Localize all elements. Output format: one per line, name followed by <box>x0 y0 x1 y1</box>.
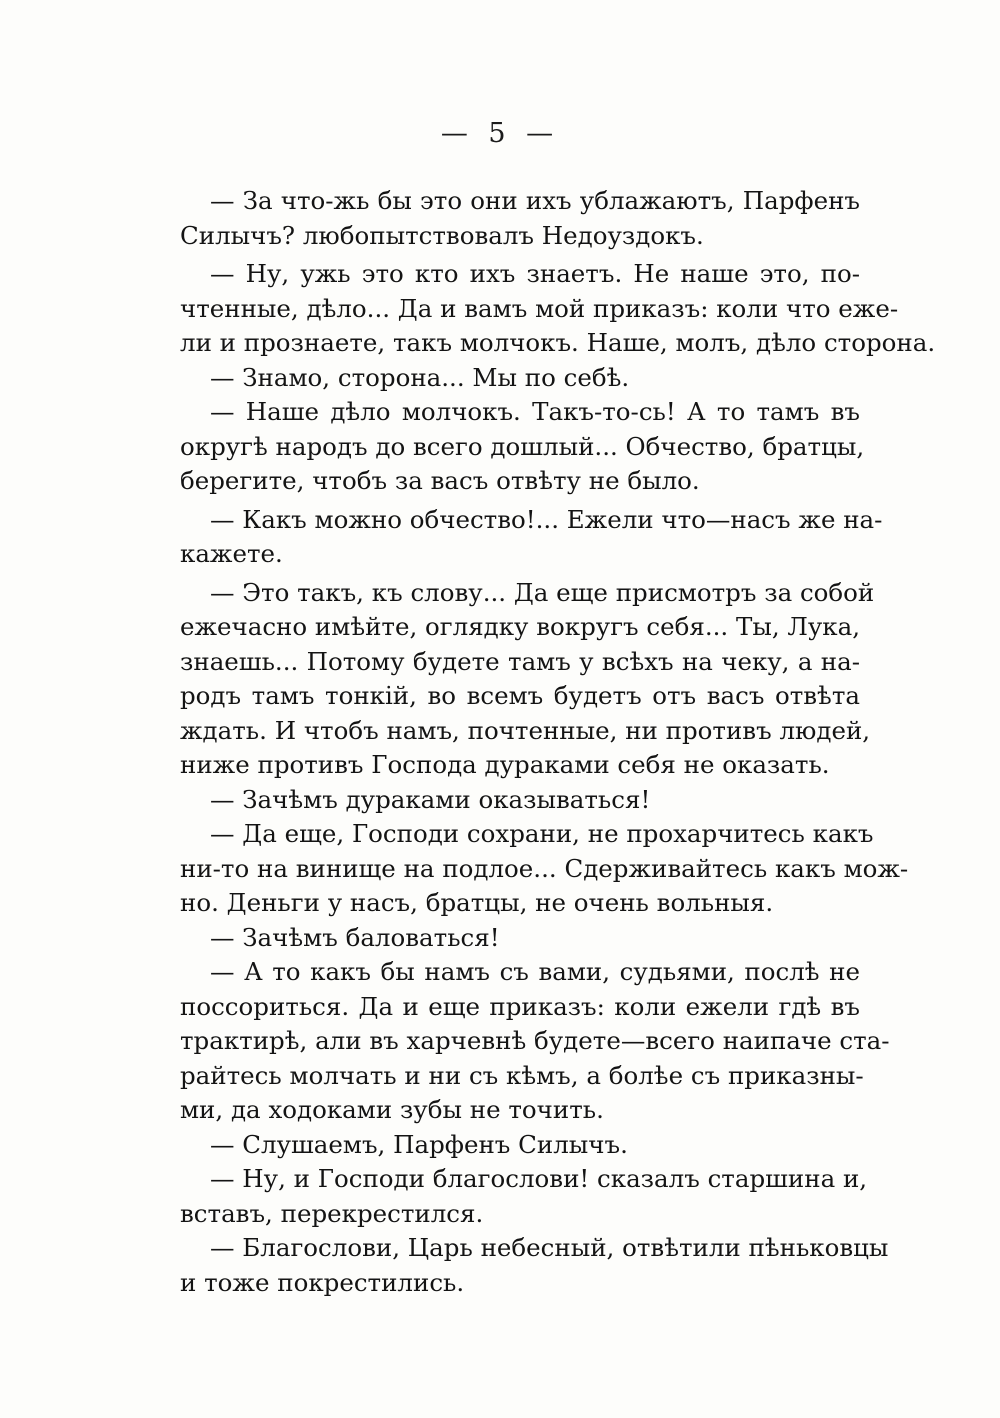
body-text <box>180 184 936 1300</box>
text-line: — Да еще, Господи сохрани, не прохарчитесь какъ <box>210 819 874 848</box>
text-line: райтесь молчать и ни съ кѣмъ, а болѣе съ приказны- <box>180 1060 864 1090</box>
text-line: берегите, чтобъ за васъ отвѣту не было. <box>180 466 700 495</box>
text-line: трактирѣ, али въ харчевнѣ будете—всего наипаче ста- <box>180 1026 890 1055</box>
text-line: ли и прознаете, такъ молчокъ. Наше, молъ, дѣло сторона. <box>180 328 936 357</box>
text-line: Силычъ? любопытствовалъ Недоуздокъ. <box>180 220 704 250</box>
text-line: ни-то на винище на подлое... Сдерживайтесь какъ мож- <box>180 853 909 883</box>
page-number: — 5 — <box>440 118 560 149</box>
text-line: — Ну, ужь это кто ихъ знаетъ. Не наше это, по- <box>210 259 860 288</box>
text-line: чтенные, дѣло... Да и вамъ мой приказъ: коли что еже- <box>180 293 899 323</box>
text-line: — За что-жь бы это они ихъ ублажаютъ, Парфенъ <box>210 186 860 215</box>
text-line: — Знамо, сторона... Мы по себѣ. <box>210 362 630 392</box>
text-line: родъ тамъ тонкій, во всемъ будетъ отъ васъ отвѣта <box>180 681 860 710</box>
text-line: ждать. И чтобъ намъ, почтенные, ни противъ людей, <box>180 715 871 745</box>
text-line: поссориться. Да и еще приказъ: коли ежели гдѣ въ <box>180 991 860 1021</box>
text-line: ниже противъ Господа дураками себя не оказать. <box>180 750 830 779</box>
text-line: — Зачѣмъ дураками оказываться! <box>210 784 651 814</box>
text-line: знаешь... Потому будете тамъ у всѣхъ на чеку, а на- <box>180 646 860 676</box>
text-line: ми, да ходоками зубы не точить. <box>180 1095 604 1124</box>
text-line: кажете. <box>180 539 283 568</box>
text-line: — Наше дѣло молчокъ. Такъ-то-сь! А то тамъ въ <box>210 397 860 426</box>
text-line: вставъ, перекрестился. <box>180 1198 484 1228</box>
text-line: и тоже покрестились. <box>180 1267 465 1297</box>
text-line: округѣ народъ до всего дошлый... Обчество, братцы, <box>180 431 865 461</box>
text-line: — Слушаемъ, Парфенъ Силычъ. <box>210 1129 628 1159</box>
text-line: ежечасно имѣйте, оглядку вокругъ себя... Ты, Лука, <box>180 612 860 641</box>
text-line: — Благослови, Царь небесный, отвѣтили пѣньковцы <box>210 1233 889 1262</box>
text-line: — Ну, и Господи благослови! сказалъ старшина и, <box>210 1164 868 1193</box>
text-line: — А то какъ бы намъ съ вами, судьями, послѣ не <box>210 957 860 986</box>
text-line: — Какъ можно обчество!... Ежели что—насъ же на- <box>210 504 883 534</box>
text-line: но. Деньги у насъ, братцы, не очень вольныя. <box>180 888 774 917</box>
text-line: — Это такъ, къ слову... Да еще присмотръ за собой <box>210 577 875 607</box>
text-line: — Зачѣмъ баловаться! <box>210 922 500 952</box>
